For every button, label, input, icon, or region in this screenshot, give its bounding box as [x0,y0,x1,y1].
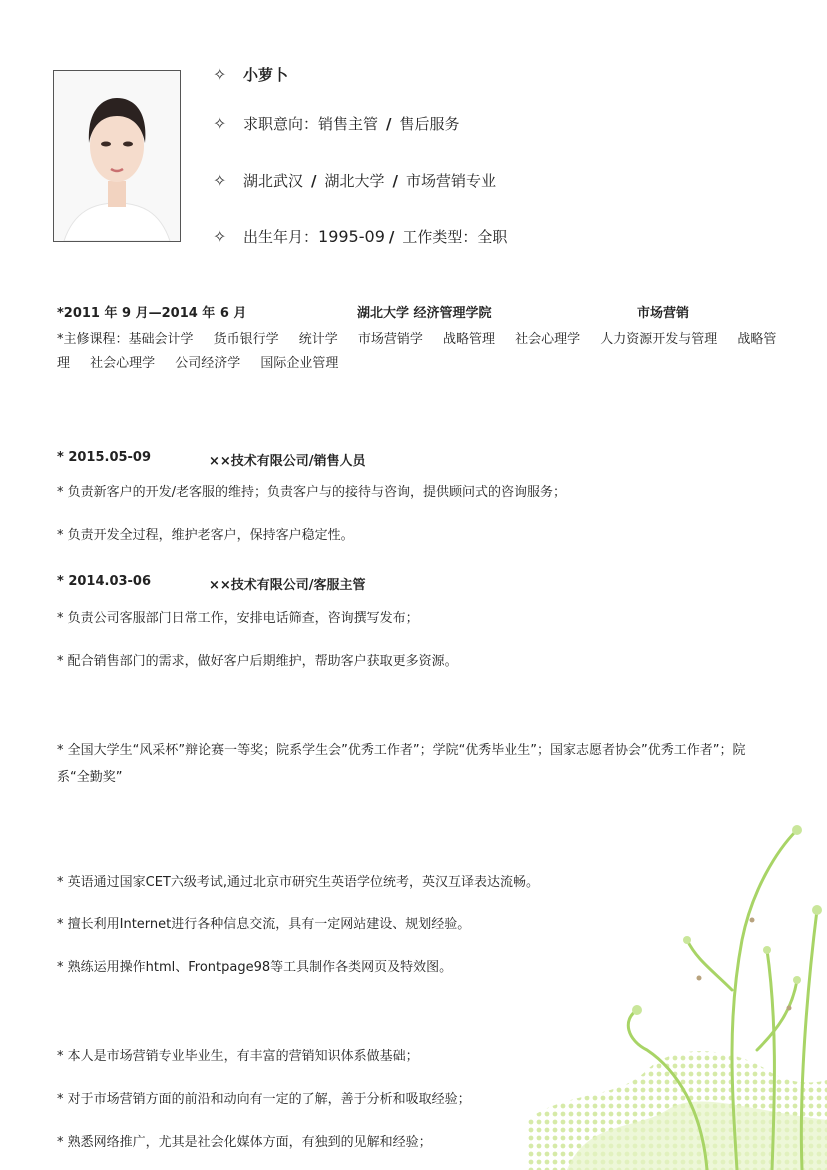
job-item: * 负责新客户的开发/老客服的维持；负责客户与的接待与咨询，提供顾问式的咨询服务； [57,485,567,500]
skill-item: * 擅长利用Internet进行各种信息交流，具有一定网站建设、规划经验。 [57,917,471,932]
job-header [57,574,457,592]
star-bullet-icon: ✧ [213,114,227,133]
awards-text: * 全国大学生“风采杯”辩论赛一等奖；院系学生会”优秀工作者”；学院“优秀毕业生”；国家志愿者协会”优秀工作者”；院系“全勤奖” [57,743,746,785]
name-line [213,64,288,85]
major: 市场营销专业 [406,172,497,190]
job-header [57,450,457,468]
location-line [213,170,496,191]
dob-value: 1995-09 [318,227,385,246]
decorative-plant-graphic [527,790,827,1170]
education-major: 市场营销 [637,306,690,321]
slash-separator: / [388,227,395,246]
profile-photo [53,70,181,242]
job-date: * 2015.05-09 [57,450,152,465]
education-school: 湖北大学 经济管理学院 [357,306,492,321]
self-item: * 熟悉网络推广，尤其是社会化媒体方面，有独到的见解和经验； [57,1135,432,1150]
location: 湖北武汉 [243,172,304,190]
worktype: 工作类型：全职 [402,228,508,246]
slash-separator: / [392,171,398,190]
job-title: ××技术有限公司/销售人员 [209,454,366,469]
intent-a: 销售主管 [318,115,379,133]
job-item: * 负责公司客服部门日常工作，安排电话筛查，咨询撰写发布； [57,611,419,626]
job-date: * 2014.03-06 [57,574,152,589]
dob-line [213,226,507,247]
intent-b: 售后服务 [399,115,460,133]
skill-item: * 熟练运用操作html、Frontpage98等工具制作各类网页及特效图。 [57,960,453,975]
self-item: * 本人是市场营销专业毕业生，有丰富的营销知识体系做基础； [57,1049,419,1064]
skill-item: * 英语通过国家CET六级考试,通过北京市研究生英语学位统考，英汉互译表达流畅。 [57,875,539,890]
job-item: * 负责开发全过程，维护老客户，保持客户稳定性。 [57,528,354,543]
intent-line [213,113,460,134]
education-header [57,302,777,320]
university: 湖北大学 [324,172,385,190]
self-item: * 对于市场营销方面的前沿和动向有一定的了解，善于分析和吸取经验； [57,1092,471,1107]
candidate-name: 小萝卜 [243,66,289,84]
intent-label: 求职意向： [243,115,319,133]
star-bullet-icon: ✧ [213,65,227,84]
education-period: *2011 年 9 月—2014 年 6 月 [57,306,247,321]
star-bullet-icon: ✧ [213,227,227,246]
dob-label: 出生年月： [243,228,319,246]
job-item: * 配合销售部门的需求，做好客户后期维护，帮助客户获取更多资源。 [57,654,458,669]
slash-separator: / [386,114,392,133]
slash-separator: / [311,171,317,190]
star-bullet-icon: ✧ [213,171,227,190]
job-title: ××技术有限公司/客服主管 [209,578,366,593]
portrait-image [54,71,180,241]
course-list: *主修课程：基础会计学 货币银行学 统计学 市场营销学 战略管理 社会心理学 人力资源开发与管理 战略管理 社会心理学 公司经济学 国际企业管理 [57,332,777,371]
